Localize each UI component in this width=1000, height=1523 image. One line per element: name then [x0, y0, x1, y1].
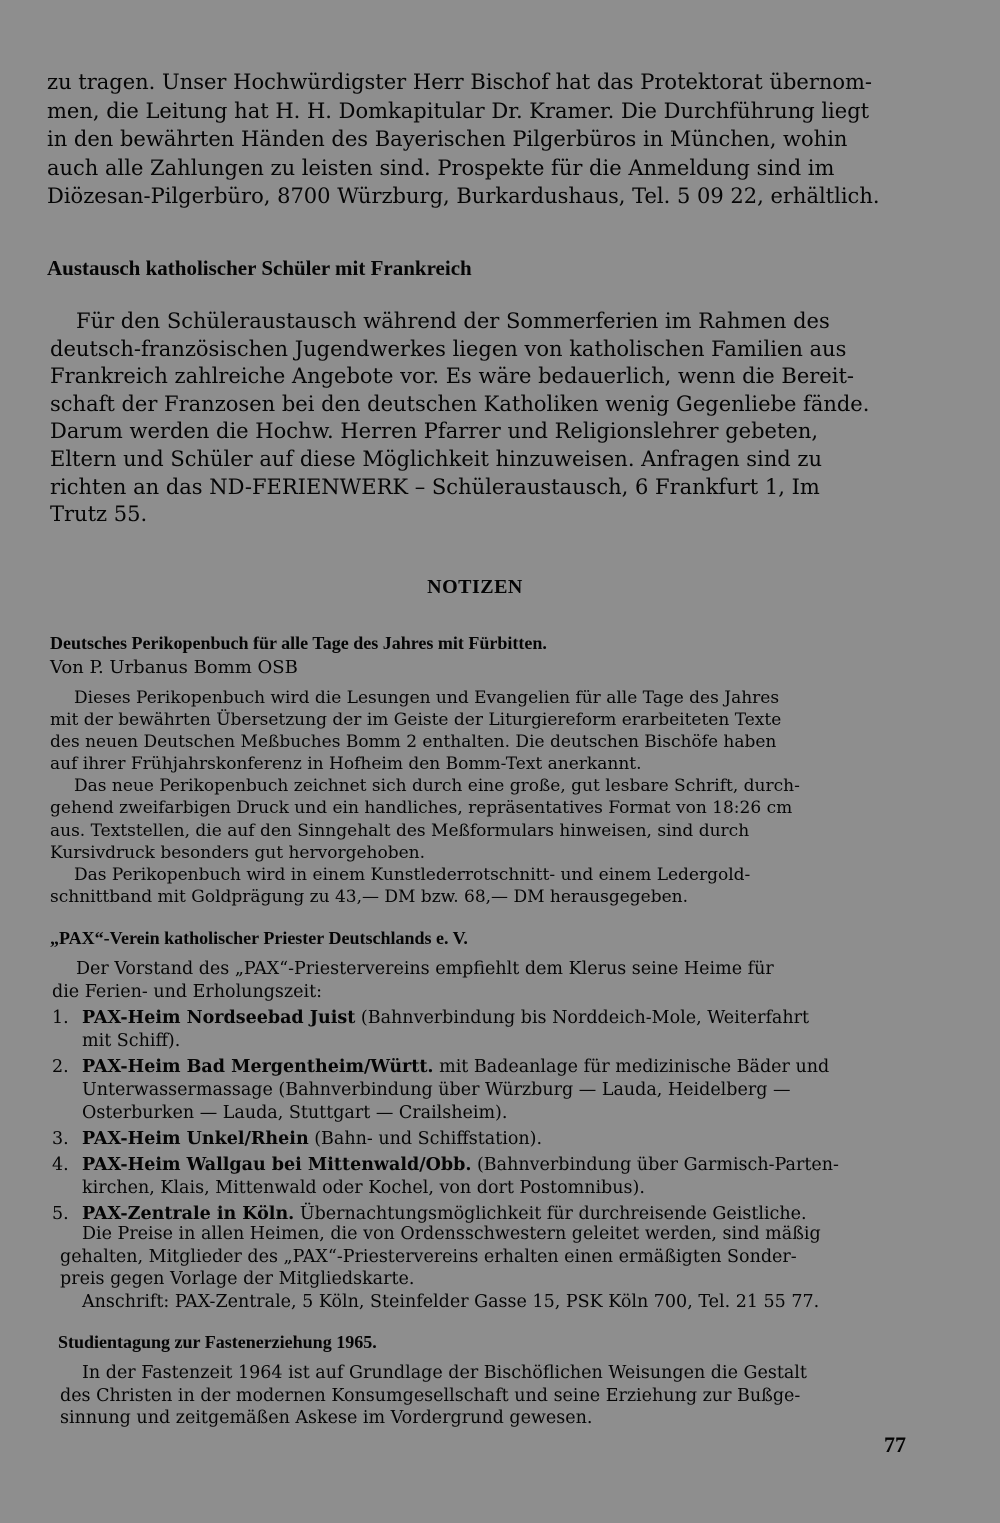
list-item-name: PAX-Heim Bad Mergentheim/Württ. [82, 1057, 434, 1077]
list-number: 4. [52, 1155, 69, 1175]
list-item [52, 1154, 912, 1200]
pax-address: Anschrift: PAX-Zentrale, 5 Köln, Steinfelder Gasse 15, PSK Köln 700, Tel. 21 55 77. [82, 1291, 820, 1312]
list-item-text: Unterwassermassage (Bahnverbindung über Würzburg — Lauda, Heidelberg — [82, 1080, 791, 1100]
text-line: Für den Schüleraustausch während der Sommerferien im Rahmen des [76, 309, 830, 333]
list-item-name: PAX-Heim Nordseebad Juist [82, 1008, 356, 1028]
text-line: deutsch-französischen Jugendwerkes liegen von katholischen Familien aus [50, 336, 847, 361]
list-item-name: PAX-Zentrale in Köln. [82, 1204, 295, 1224]
text-line: die Ferien- und Erholungszeit: [52, 981, 323, 1002]
section-title-notizen: NOTIZEN [427, 576, 523, 598]
list-item-text: (Bahnverbindung bis Norddeich-Mole, Weiterfahrt [355, 1008, 810, 1028]
text-line: Diözesan-Pilgerbüro, 8700 Würzburg, Burkardushaus, Tel. 5 09 22, erhältlich. [47, 184, 880, 208]
austausch-heading: Austausch katholischer Schüler mit Frankreich [47, 256, 472, 280]
list-number: 2. [52, 1057, 69, 1077]
text-line: Die Preise in allen Heimen, die von Ordensschwestern geleitet werden, sind mäßig [82, 1224, 821, 1244]
perikopenbuch-heading: Deutsches Perikopenbuch für alle Tage des Jahres mit Fürbitten. [50, 633, 547, 653]
text-line: Frankreich zahlreiche Angebote vor. Es wäre bedauerlich, wenn die Bereit- [50, 364, 854, 389]
text-line: Kursivdruck besonders gut hervorgehoben. [50, 842, 425, 863]
text-line: Dieses Perikopenbuch wird die Lesungen und Evangelien für alle Tage des Jahres [74, 688, 780, 708]
text-line: Eltern und Schüler auf diese Möglichkeit hinzuweisen. Anfragen sind zu [50, 446, 822, 471]
perikopenbuch-paragraph [50, 687, 910, 908]
pax-closing [60, 1223, 920, 1313]
text-line: Das neue Perikopenbuch zeichnet sich durch eine große, gut lesbare Schrift, durch- [74, 776, 800, 797]
text-line: Der Vorstand des „PAX“-Priestervereins empfiehlt dem Klerus seine Heime für [76, 959, 774, 979]
list-item [52, 1007, 912, 1053]
list-item-text: Übernachtungsmöglichkeit für durchreisende Geistliche. [294, 1204, 807, 1224]
text-line: des neuen Deutschen Meßbuches Bomm 2 enthalten. Die deutschen Bischöfe haben [50, 732, 777, 753]
text-line: Darum werden die Hochw. Herren Pfarrer und Religionslehrer gebeten, [50, 419, 819, 444]
pax-heading: „PAX“-Verein katholischer Priester Deutschlands e. V. [50, 928, 468, 948]
list-item-name: PAX-Heim Wallgau bei Mittenwald/Obb. [82, 1155, 472, 1175]
list-item-text: (Bahn- und Schiffstation). [308, 1129, 543, 1149]
austausch-paragraph [50, 308, 900, 529]
text-line: Das Perikopenbuch wird in einem Kunstlederrotschnitt- und einem Ledergold- [74, 864, 751, 885]
text-line: aus. Textstellen, die auf den Sinngehalt des Meßformulars hinweisen, sind durch [50, 820, 750, 841]
intro-paragraph [47, 68, 897, 211]
pax-intro [52, 958, 912, 1003]
text-line: mit der bewährten Übersetzung der im Geiste der Liturgiereform erarbeiteten Texte [50, 710, 782, 731]
list-item-text: kirchen, Klais, Mittenwald oder Kochel, von dort Postomnibus). [82, 1178, 645, 1198]
studientagung-paragraph [60, 1362, 920, 1430]
list-number: 3. [52, 1129, 69, 1149]
list-number: 1. [52, 1008, 69, 1028]
text-line: richten an das ND-FERIENWERK – Schüleraustausch, 6 Frankfurt 1, Im [50, 474, 820, 499]
list-item-text: Osterburken — Lauda, Stuttgart — Crailsheim). [82, 1103, 508, 1123]
list-number: 5. [52, 1204, 69, 1224]
studientagung-heading: Studientagung zur Fastenerziehung 1965. [58, 1332, 377, 1352]
list-item-text: (Bahnverbindung über Garmisch-Parten- [471, 1155, 839, 1175]
text-line: gehalten, Mitglieder des „PAX“-Priestervereins erhalten einen ermäßigten Sonder- [60, 1246, 797, 1267]
list-item-name: PAX-Heim Unkel/Rhein [82, 1129, 309, 1149]
list-item-text: mit Badeanlage für medizinische Bäder und [433, 1057, 830, 1077]
text-line: schaft der Franzosen bei den deutschen Katholiken wenig Gegenliebe fände. [50, 391, 870, 416]
text-line: des Christen in der modernen Konsumgesellschaft und seine Erziehung zur Bußge- [60, 1385, 801, 1406]
text-line: gehend zweifarbigen Druck und ein handliches, repräsentatives Format von 18:26 cm [50, 798, 793, 819]
text-line: sinnung und zeitgemäßen Askese im Vordergrund gewesen. [60, 1408, 593, 1428]
text-line: zu tragen. Unser Hochwürdigster Herr Bischof hat das Protektorat übernom- [47, 70, 873, 94]
text-line: Trutz 55. [50, 502, 148, 527]
text-line: auch alle Zahlungen zu leisten sind. Prospekte für die Anmeldung sind im [47, 155, 835, 180]
pax-list [52, 1007, 912, 1226]
list-item [52, 1056, 912, 1125]
perikopenbuch-author: Von P. Urbanus Bomm OSB [50, 657, 298, 678]
page-number: 77 [884, 1432, 906, 1457]
list-item-text: mit Schiff). [82, 1031, 181, 1051]
text-line: schnittband mit Goldprägung zu 43,— DM bzw. 68,— DM herausgegeben. [50, 886, 689, 907]
text-line: In der Fastenzeit 1964 ist auf Grundlage der Bischöflichen Weisungen die Gestalt [82, 1363, 807, 1383]
text-line: in den bewährten Händen des Bayerischen Pilgerbüros in München, wohin [47, 127, 848, 151]
text-line: preis gegen Vorlage der Mitgliedskarte. [60, 1269, 415, 1289]
list-item [52, 1128, 912, 1151]
text-line: auf ihrer Frühjahrskonferenz in Hofheim den Bomm-Text anerkannt. [50, 754, 642, 775]
text-line: men, die Leitung hat H. H. Domkapitular Dr. Kramer. Die Durchführung liegt [47, 98, 870, 123]
